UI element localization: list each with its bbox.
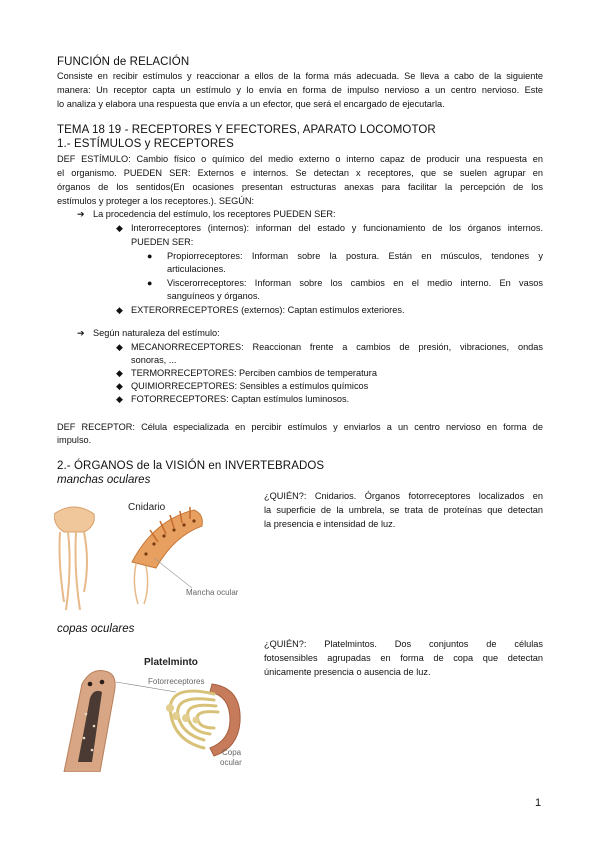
list-item: FOTORRECEPTORES: Captan estímulos luminosos. xyxy=(131,394,350,404)
paragraph-line: DEF ESTÍMULO: Cambio físico o químico del medio externo o interno capaz de producir una respuesta en xyxy=(57,154,543,164)
platelminto-figure-title: Platelminto xyxy=(144,657,198,668)
manchas-oculares-label: manchas oculares xyxy=(57,474,151,486)
list-item: MECANORRECEPTORES: Reaccionan frente a cambios de presión, vibraciones, ondas xyxy=(131,342,543,352)
platelminto-figure xyxy=(54,644,254,772)
dot-bullet-icon: ● xyxy=(147,278,153,288)
subsection-title: 1.- ESTÍMULOS y RECEPTORES xyxy=(57,138,234,150)
arrow-bullet-icon: ➔ xyxy=(77,328,85,338)
list-item: QUIMIORRECEPTORES: Sensibles a estímulos químicos xyxy=(131,381,369,391)
list-item: PUEDEN SER: xyxy=(131,237,194,247)
paragraph-line: el organismo. PUEDEN SER: Externos e internos. Se detectan x receptores, que se suelen agrupar en xyxy=(57,168,543,178)
paragraph-line: manera: Un receptor capta un estímulo y lo envía en forma de impulso nervioso a un centro nervioso. Este xyxy=(57,85,543,95)
section-title-funcion: FUNCIÓN de RELACIÓN xyxy=(57,56,190,68)
arrow-bullet-icon: ➔ xyxy=(77,209,85,219)
paragraph-line: Consiste en recibir estímulos y reaccionar a ellos de la forma más adecuada. Se lleva a cabo de la siguiente xyxy=(57,71,543,81)
list-item: La procedencia del estímulo, los receptores PUEDEN SER: xyxy=(93,209,336,219)
paragraph-line: impulso. xyxy=(57,435,92,445)
dot-bullet-icon: ● xyxy=(147,251,153,261)
paragraph-line: estímulos y proteger a los receptores.). SEGÚN: xyxy=(57,196,255,206)
paragraph-line: ¿QUIÉN?: Platelmintos. Dos conjuntos de células xyxy=(264,639,543,649)
paragraph-line: órganos de los sentidos(En ocasiones presentan estructuras anexas para facilitar la percepción de los xyxy=(57,182,543,192)
fotorreceptores-label: Fotorreceptores xyxy=(148,677,205,686)
copa-label: Copa xyxy=(222,748,242,757)
list-item: TERMORRECEPTORES: Perciben cambios de temperatura xyxy=(131,368,377,378)
diamond-bullet-icon: ◆ xyxy=(116,394,123,404)
list-item: Propiorreceptores: Informan sobre la postura. Están en músculos, tendones y xyxy=(167,251,543,261)
diamond-bullet-icon: ◆ xyxy=(116,223,123,233)
paragraph-line: lo analiza y elabora una respuesta que envía a un efector, que será el encargado de ejecutarla. xyxy=(57,99,445,109)
list-item: Interorreceptores (internos): informan del estado y funcionamiento de los órganos internos. xyxy=(131,223,543,233)
list-item: Según naturaleza del estímulo: xyxy=(93,328,220,338)
paragraph-line: únicamente presencia o ausencia de luz. xyxy=(264,667,431,677)
diamond-bullet-icon: ◆ xyxy=(116,368,123,378)
paragraph-line: fotosensibles agrupadas en forma de copa que detectan xyxy=(264,653,543,663)
paragraph-line: la presencia e intensidad de luz. xyxy=(264,519,396,529)
diamond-bullet-icon: ◆ xyxy=(116,381,123,391)
cnidario-figure-title: Cnidario xyxy=(128,502,166,513)
cnidario-figure xyxy=(54,492,254,610)
list-item: sonoras, ... xyxy=(131,355,177,365)
list-item: EXTERORRECEPTORES (externos): Captan estímulos exteriores. xyxy=(131,305,405,315)
copas-oculares-label: copas oculares xyxy=(57,623,135,635)
paragraph-line: la superficie de la umbrela, se trata de proteínas que detectan xyxy=(264,505,543,515)
paragraph-line: ¿QUIÉN?: Cnidarios. Órganos fotorreceptores localizados en xyxy=(264,491,543,501)
diamond-bullet-icon: ◆ xyxy=(116,305,123,315)
mancha-ocular-label: Mancha ocular xyxy=(186,588,239,597)
section-title-organos: 2.- ÓRGANOS de la VISIÓN en INVERTEBRADOS xyxy=(57,460,325,472)
page-number: 1 xyxy=(535,797,542,809)
paragraph-line: DEF RECEPTOR: Célula especializada en percibir estímulos y enviarlos a un centro nervioso en forma de xyxy=(57,422,543,432)
list-item: Viscerorreceptores: Informan sobre los cambios en el medio interno. En vasos xyxy=(167,278,543,288)
list-item: sanguíneos y órganos. xyxy=(167,291,260,301)
tema-title: TEMA 18 19 - RECEPTORES Y EFECTORES, APARATO LOCOMOTOR xyxy=(57,124,436,136)
ocular-label: ocular xyxy=(220,758,242,767)
diamond-bullet-icon: ◆ xyxy=(116,342,123,352)
list-item: articulaciones. xyxy=(167,264,226,274)
